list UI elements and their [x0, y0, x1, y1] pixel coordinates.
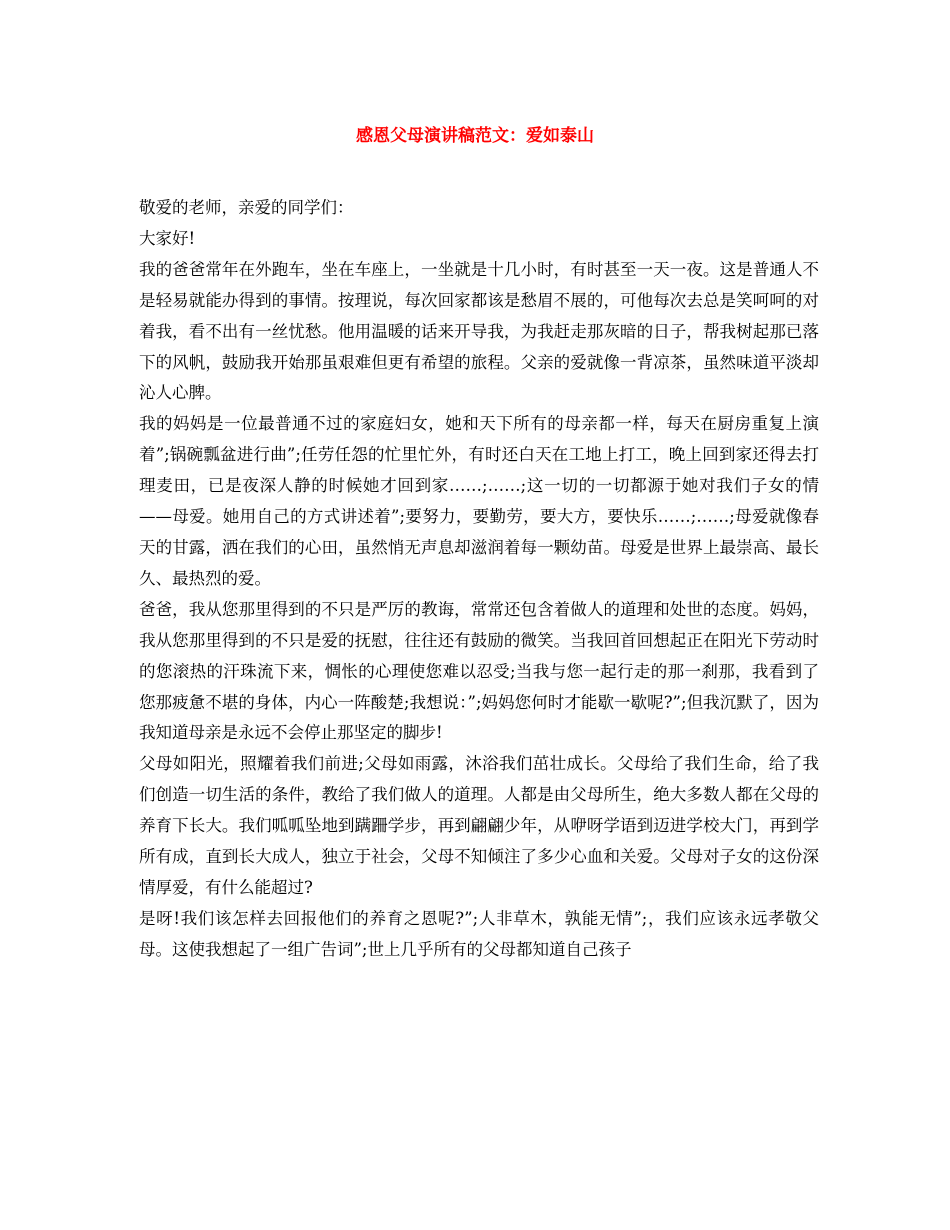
paragraph-father: 我的爸爸常年在外跑车，坐在车座上，一坐就是十几小时，有时甚至一天一夜。这是普通人不是轻易就能办得到的事情。按理说，每次回家都该是愁眉不展的，可他每次去总是笑呵呵的对着我，看不出有一丝忧愁。他用温暖的话来开导我，为我赶走那灰暗的日子，帮我树起那已落下的风帆，鼓励我开始那虽艰难但更有希望的旅程。父亲的爱就像一背凉茶，虽然味道平淡却沁人心脾。	[139, 259, 819, 403]
paragraph-hello: 大家好!	[139, 228, 196, 248]
document-body	[139, 193, 819, 966]
paragraph-repay: 是呀!我们该怎样去回报他们的养育之恩呢?”;人非草木，孰能无情”;，我们应该永远孝敬父母。这使我想起了一组广告词”;世上几乎所有的父母都知道自己孩子	[139, 908, 819, 959]
paragraph-parents-sunlight: 父母如阳光，照耀着我们前进;父母如雨露，沐浴我们茁壮成长。父母给了我们生命，给了我们创造一切生活的条件，教给了我们做人的道理。人都是由父母所生，绝大多数人都在父母的养育下长大。我们呱呱坠地到蹒跚学步，再到翩翩少年，从咿呀学语到迈进学校大门，再到学所有成，直到长大成人，独立于社会，父母不知倾注了多少心血和关爱。父母对子女的这份深情厚爱，有什么能超过?	[139, 754, 819, 897]
paragraph-mother: 我的妈妈是一位最普通不过的家庭妇女，她和天下所有的母亲都一样，每天在厨房重复上演着”;锅碗瓢盆进行曲”;任劳任怨的忙里忙外，有时还白天在工地上打工，晚上回到家还得去打理麦田，已是夜深人静的时候她才回到家……;……;这一切的一切都源于她对我们子女的情——母爱。她用自己的方式讲述着”;要努力，要勤劳，要大方，要快乐……;……;母爱就像春天的甘露，洒在我们的心田，虽然悄无声息却滋润着每一颗幼苗。母爱是世界上最崇高、最长久、最热烈的爱。	[139, 414, 819, 588]
paragraph-greeting: 敬爱的老师，亲爱的同学们：	[139, 198, 354, 217]
page-title: 感恩父母演讲稿范文：爱如泰山	[356, 126, 594, 146]
paragraph-gratitude: 爸爸，我从您那里得到的不只是严厉的教诲，常常还包含着做人的道理和处世的态度。妈妈，我从您那里得到的不只是爱的抚慰，往往还有鼓励的微笑。当我回首回想起正在阳光下劳动时的您滚热的汗珠流下来，惆怅的心理使您难以忍受;当我与您一起行走的那一刹那，我看到了您那疲惫不堪的身体，内心一阵酸楚;我想说：”;妈妈您何时才能歇一歇呢?”;但我沉默了，因为我知道母亲是永远不会停止那坚定的脚步!	[139, 599, 819, 743]
